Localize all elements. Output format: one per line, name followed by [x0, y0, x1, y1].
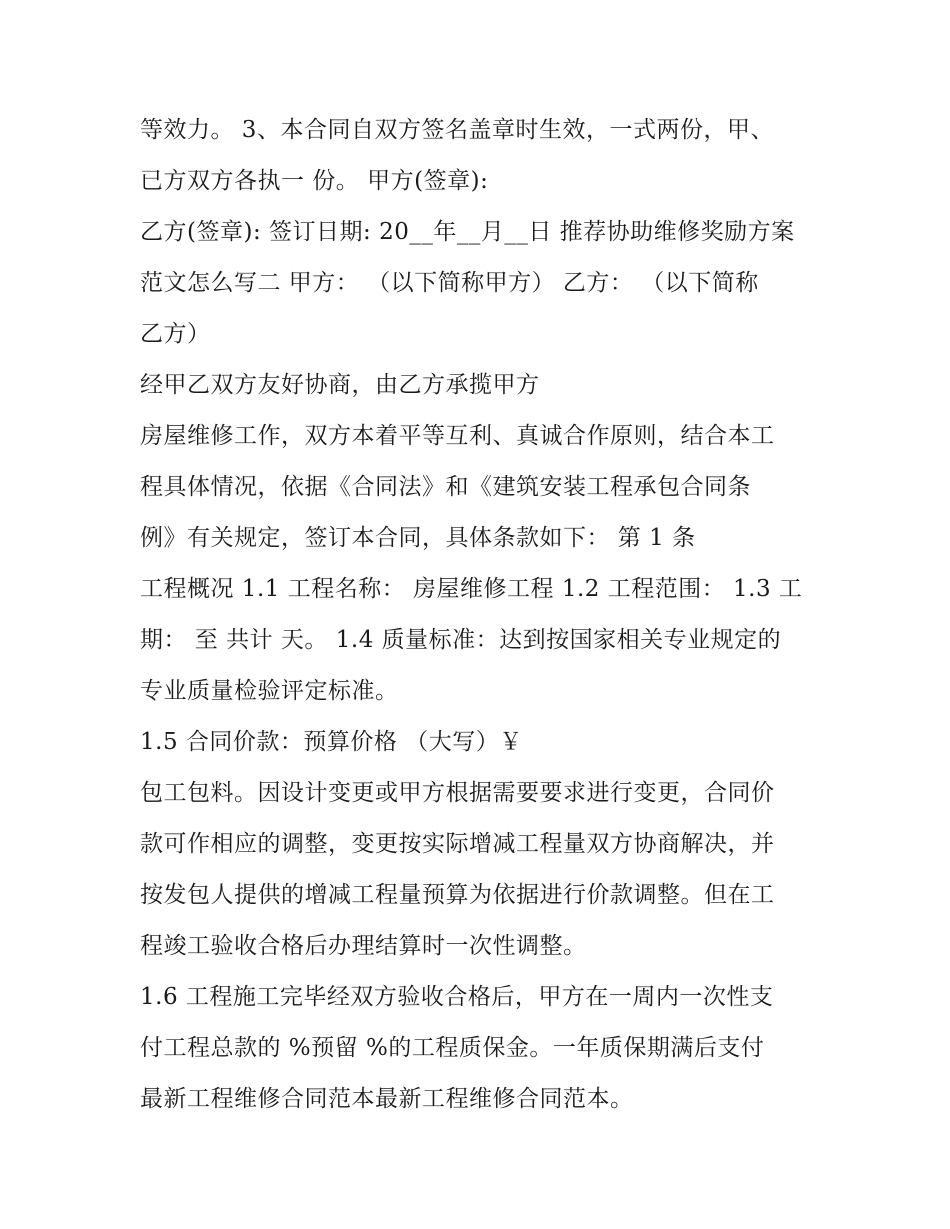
text-line: 专业质量检验评定标准。 [140, 678, 399, 704]
text-line: 乙方） [140, 321, 211, 347]
text-line: 最新工程维修合同范本最新工程维修合同范本。 [140, 1086, 634, 1112]
document-body [140, 105, 830, 1125]
text-line: 已方双方各执一 份。 甲方(签章): [140, 168, 489, 194]
text-line: 房屋维修工作，双方本着平等互利、真诚合作原则，结合本工 [140, 423, 775, 449]
text-line: 付工程总款的 %预留 %的工程质保金。一年质保期满后支付 [140, 1035, 765, 1061]
text-line: 经甲乙双方友好协商，由乙方承揽甲方 [140, 372, 540, 398]
text-line: 1.5 合同价款：预算价格 （大写）￥ [140, 729, 523, 755]
text-line: 款可作相应的调整，变更按实际增减工程量双方协商解决，并 [140, 831, 775, 857]
text-line: 期： 至 共计 天。 1.4 质量标准：达到按国家相关专业规定的 [140, 627, 782, 653]
text-line: 1.6 工程施工完毕经双方验收合格后，甲方在一周内一次性支 [140, 984, 774, 1010]
text-line: 程具体情况，依据《合同法》和《建筑安装工程承包合同条 [140, 474, 751, 500]
text-line: 范文怎么写二 甲方： （以下简称甲方） 乙方： （以下简称 [140, 270, 759, 296]
text-line: 例》有关规定，签订本合同，具体条款如下： 第 1 条 [140, 525, 696, 551]
text-line: 包工包料。因设计变更或甲方根据需要要求进行变更，合同价 [140, 780, 775, 806]
text-line: 工程概况 1.1 工程名称： 房屋维修工程 1.2 工程范围： 1.3 工 [140, 576, 803, 602]
text-line: 乙方(签章): 签订日期: 20__年__月__日 推荐协助维修奖励方案 [140, 219, 795, 245]
text-line: 程竣工验收合格后办理结算时一次性调整。 [140, 933, 587, 959]
text-line: 按发包人提供的增减工程量预算为依据进行价款调整。但在工 [140, 882, 775, 908]
text-line: 等效力。 3、本合同自双方签名盖章时生效，一式两份，甲、 [140, 117, 774, 143]
